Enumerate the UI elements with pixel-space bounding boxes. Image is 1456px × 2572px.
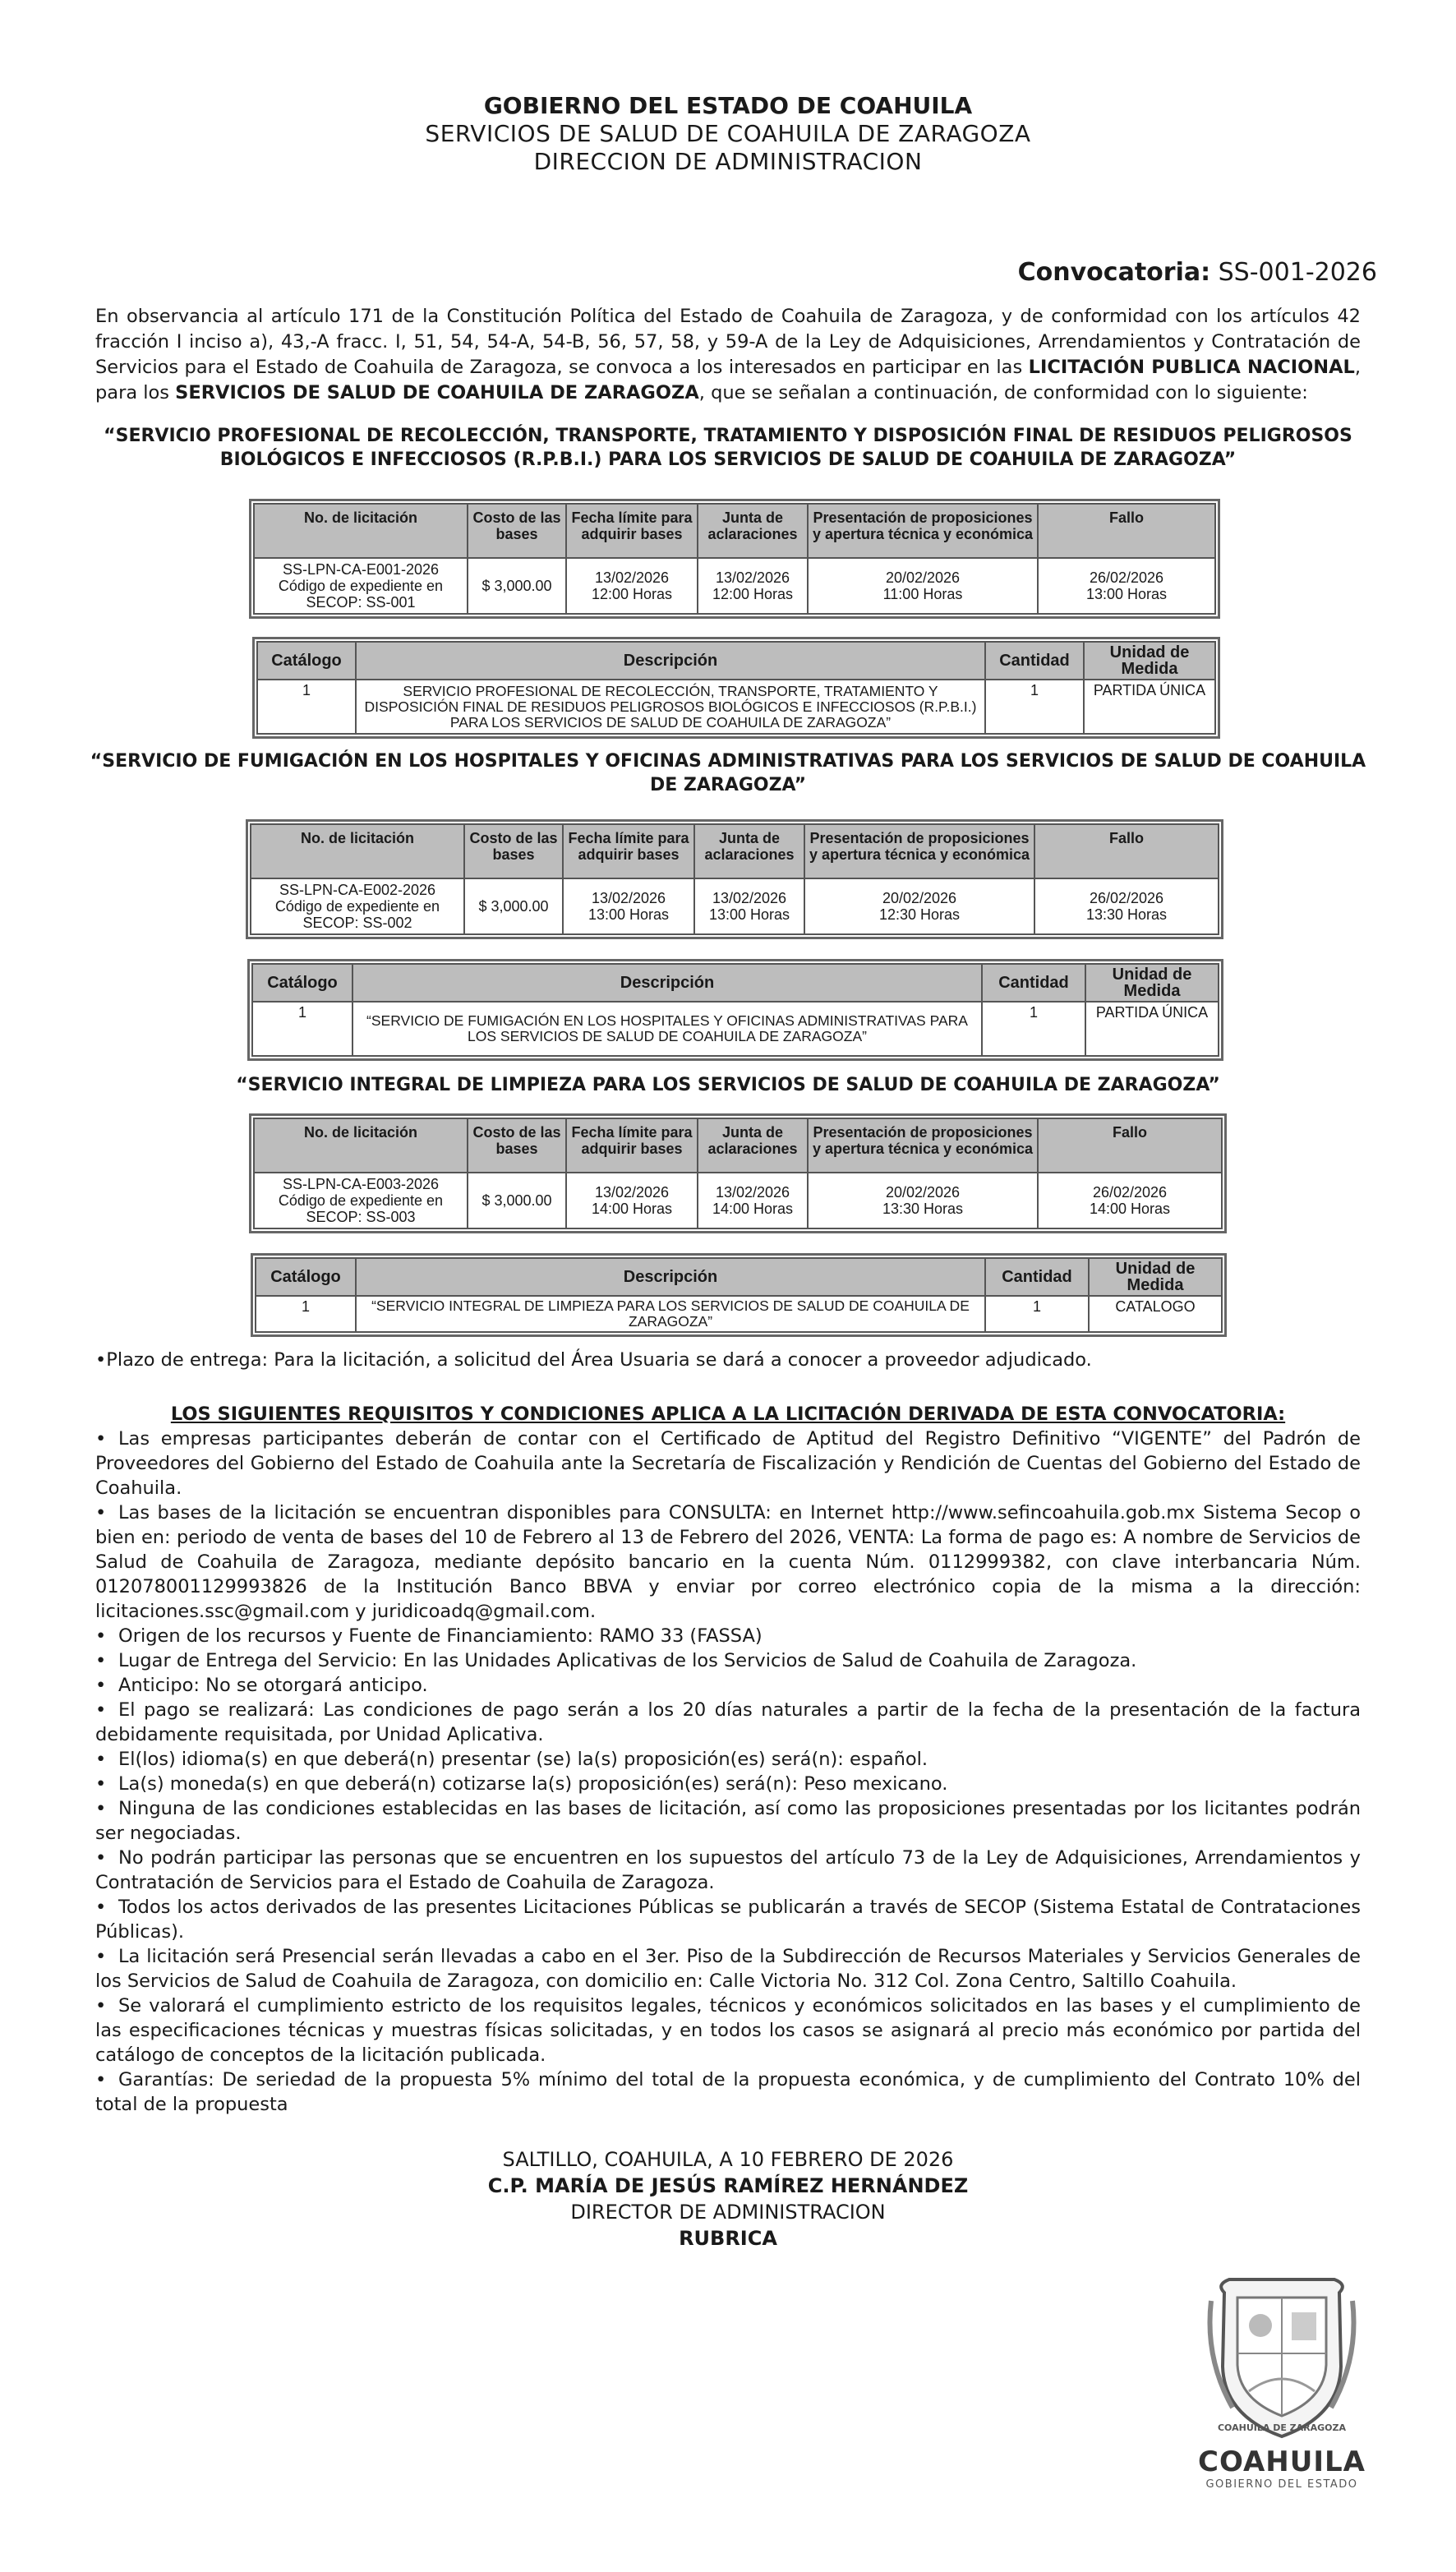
bullet: •: [95, 1847, 107, 1869]
section-3-schedule-table: [253, 1118, 1223, 1229]
requirement-item: [95, 2067, 1361, 2117]
intro-paragraph: [95, 304, 1361, 406]
th-cantidad: Cantidad: [985, 1258, 1089, 1296]
convocatoria-number: [1018, 258, 1377, 288]
section-3-title: “SERVICIO INTEGRAL DE LIMPIEZA PARA LOS SERVICIOS DE SALUD DE COAHUILA DE ZARAGOZA”: [236, 1075, 1220, 1095]
th-costo: Costo de las bases: [464, 824, 563, 878]
table-row: [256, 1296, 1222, 1332]
pres-time: 12:30 Horas: [878, 906, 961, 923]
cell-catalogo: 1: [256, 1296, 356, 1332]
cell-descripcion: “SERVICIO DE FUMIGACIÓN EN LOS HOSPITALES Y OFICINAS ADMINISTRATIVAS PARA LOS SERVICIOS DE SALUD DE COAHUILA DE ZARAGOZA”: [352, 1002, 982, 1056]
expediente-secop: SECOP: SS-001: [306, 594, 416, 611]
logo-name: COAHUILA: [1198, 2445, 1366, 2478]
bullet: •: [95, 1650, 107, 1671]
table-row: [254, 558, 1215, 614]
cell-costo: $ 3,000.00: [468, 1173, 566, 1228]
no-licitacion: SS-LPN-CA-E003-2026: [282, 1176, 440, 1192]
cell-presentacion: [808, 1173, 1038, 1228]
intro-bold-2: SERVICIOS DE SALUD DE COAHUILA DE ZARAGOZA: [175, 382, 699, 403]
bullet: •: [95, 1798, 107, 1819]
requirement-text: Anticipo: No se otorgará anticipo.: [118, 1675, 428, 1696]
no-licitacion: SS-LPN-CA-E001-2026: [282, 561, 440, 578]
convocatoria-label: Convocatoria:: [1017, 258, 1211, 287]
bullet: •: [95, 1897, 107, 1918]
requirement-text: El(los) idioma(s) en que deberá(n) presentar (se) la(s) proposición(es) será(n): español.: [118, 1749, 928, 1770]
pres-time: 11:00 Horas: [882, 586, 963, 602]
th-unidad: Unidad de Medida: [1084, 642, 1215, 680]
plazo-text: Plazo de entrega: Para la licitación, a solicitud del Área Usuaria se dará a conocer a proveedor adjudicado.: [106, 1349, 1092, 1371]
th-catalogo: Catálogo: [257, 642, 356, 680]
document-header: [0, 92, 1456, 176]
signature-name: C.P. MARÍA DE JESÚS RAMÍREZ HERNÁNDEZ: [487, 2174, 969, 2197]
th-fecha: Fecha límite para adquirir bases: [566, 1118, 698, 1173]
requirement-text: Garantías: De seriedad de la propuesta 5% mínimo del total de la propuesta económica, y de cumplimiento del Contrato 10% del total de la propuesta: [95, 2069, 1361, 2115]
expediente-secop: SECOP: SS-002: [302, 915, 412, 931]
cell-unidad: CATALOGO: [1089, 1296, 1222, 1332]
table-row: [252, 1002, 1219, 1056]
th-unidad: Unidad de Medida: [1085, 964, 1219, 1002]
th-junta: Junta de aclaraciones: [698, 1118, 808, 1173]
requirement-item: [95, 1648, 1361, 1673]
fecha-date: 13/02/2026: [594, 1184, 670, 1201]
pres-date: 20/02/2026: [885, 569, 961, 586]
section-2-title: “SERVICIO DE FUMIGACIÓN EN LOS HOSPITALES Y OFICINAS ADMINISTRATIVAS PARA LOS SERVICIOS DE SALUD DE COAHUILA DE ZARAGOZA”: [90, 751, 1366, 795]
intro-text-3: , que se señalan a continuación, de conformidad con lo siguiente:: [698, 382, 1308, 403]
th-unidad: Unidad de Medida: [1089, 1258, 1222, 1296]
cell-costo: $ 3,000.00: [468, 558, 566, 614]
junta-date: 13/02/2026: [715, 569, 790, 586]
requirement-item: [95, 1796, 1361, 1846]
cell-fecha: [566, 1173, 698, 1228]
pres-date: 20/02/2026: [885, 1184, 961, 1201]
header-administration: DIRECCION DE ADMINISTRACION: [533, 148, 923, 175]
junta-time: 14:00 Horas: [712, 1201, 794, 1217]
junta-time: 12:00 Horas: [712, 586, 794, 602]
cell-unidad: PARTIDA ÚNICA: [1084, 680, 1215, 734]
fallo-date: 26/02/2026: [1089, 890, 1164, 906]
th-cantidad: Cantidad: [985, 642, 1084, 680]
th-junta: Junta de aclaraciones: [698, 504, 808, 558]
cell-catalogo: 1: [257, 680, 356, 734]
fecha-date: 13/02/2026: [591, 890, 666, 906]
fallo-time: 13:00 Horas: [1085, 586, 1168, 602]
expediente-label: Código de expediente en: [278, 1192, 444, 1209]
pres-date: 20/02/2026: [882, 890, 957, 906]
bullet: •: [95, 1699, 107, 1721]
cell-fallo: [1038, 558, 1215, 614]
cell-junta: [698, 558, 808, 614]
th-descripcion: Descripción: [356, 642, 985, 680]
fallo-time: 14:00 Horas: [1089, 1201, 1171, 1217]
fecha-time: 14:00 Horas: [591, 1201, 673, 1217]
th-junta: Junta de aclaraciones: [694, 824, 804, 878]
table-row: [254, 1173, 1222, 1228]
plazo-entrega: [95, 1348, 1092, 1372]
requirement-item: [95, 1500, 1361, 1624]
bullet: •: [95, 1428, 107, 1450]
cell-fecha: [566, 558, 698, 614]
section-2-schedule-table: [250, 823, 1219, 935]
cell-no: [254, 558, 468, 614]
th-no: No. de licitación: [254, 504, 468, 558]
coat-of-arms-icon: [1200, 2268, 1364, 2441]
cell-junta: [694, 878, 804, 934]
th-fallo: Fallo: [1034, 824, 1219, 878]
th-costo: Costo de las bases: [468, 504, 566, 558]
bullet: •: [95, 1773, 107, 1795]
convocatoria-id: SS-001-2026: [1218, 258, 1377, 287]
logo-subtitle: GOBIERNO DEL ESTADO: [1205, 2478, 1358, 2491]
pres-time: 13:30 Horas: [882, 1201, 964, 1217]
fecha-date: 13/02/2026: [594, 569, 670, 586]
th-no: No. de licitación: [251, 824, 464, 878]
requirement-text: El pago se realizará: Las condiciones de pago serán a los 20 días naturales a partir de la fecha de la presentación de la factura debidamente requisitada, por Unidad Aplicativa.: [95, 1699, 1361, 1745]
bullet: •: [95, 1625, 107, 1647]
fallo-date: 26/02/2026: [1089, 569, 1164, 586]
section-1-title: “SERVICIO PROFESIONAL DE RECOLECCIÓN, TRANSPORTE, TRATAMIENTO Y DISPOSICIÓN FINAL DE RESIDUOS PELIGROSOS BIOLÓGICOS E INFECCIOSOS (R.P.B.I.) PARA LOS SERVICIOS DE SALUD DE COAHUILA DE ZARAGOZA”: [104, 426, 1352, 470]
requirement-text: Las empresas participantes deberán de contar con el Certificado de Aptitud del Registro Definitivo “VIGENTE” del Padrón de Proveedores del Gobierno del Estado de Coahuila ante la Secretaría de Fiscalización y Rendición de Cuentas del Gobierno del Estado de Coahuila.: [95, 1428, 1361, 1499]
requirement-item: [95, 1698, 1361, 1747]
requirement-item: [95, 1846, 1361, 1895]
th-fallo: Fallo: [1038, 1118, 1222, 1173]
cell-descripcion: SERVICIO PROFESIONAL DE RECOLECCIÓN, TRANSPORTE, TRATAMIENTO Y DISPOSICIÓN FINAL DE RESIDUOS PELIGROSOS BIOLÓGICOS E INFECCIOSOS (R.P.B.I.) PARA LOS SERVICIOS DE SALUD DE COAHUILA DE ZARAGOZA”: [356, 680, 985, 734]
requirements-list: [95, 1427, 1361, 2117]
section-3-catalog-table: [255, 1257, 1223, 1333]
requirement-item: [95, 1673, 1361, 1698]
th-costo: Costo de las bases: [468, 1118, 566, 1173]
signature-position: DIRECTOR DE ADMINISTRACION: [570, 2201, 886, 2224]
header-health-services: SERVICIOS DE SALUD DE COAHUILA DE ZARAGOZA: [425, 120, 1031, 147]
cell-descripcion: “SERVICIO INTEGRAL DE LIMPIEZA PARA LOS SERVICIOS DE SALUD DE COAHUILA DE ZARAGOZA”: [356, 1296, 985, 1332]
signature-place-date: SALTILLO, COAHUILA, A 10 FEBRERO DE 2026: [502, 2148, 954, 2171]
section-2-catalog-table: [251, 963, 1219, 1057]
cell-presentacion: [808, 558, 1038, 614]
intro-text-1: En observancia al artículo 171 de la Constitución Política del Estado de Coahuila de Zaragoza, y de conformidad con los artículos 42 fracción I inciso a), 43,-A fracc. I, 51, 54, 54-A, 54-B, 56, 57, 58, y 59-A de la Ley de Adquisiciones, Arrendamientos y Contratación de Servicios para el Estado de Coahuila de Zaragoza, se convoca a los interesados en participar en las: [95, 306, 1361, 378]
th-catalogo: Catálogo: [252, 964, 352, 1002]
requirement-text: Las bases de la licitación se encuentran disponibles para CONSULTA: en Internet http://www.sefincoahuila.gob.mx Sistema Secop o bien en: periodo de venta de bases del 10 de Febrero al 13 de Febrero del 2026, VENTA: La forma de pago es: A nombre de Servicios de Salud de Coahuila de Zaragoza, mediante depósito bancario en la cuenta Núm. 0112999382, con clave interbancaria Núm. 012078001129993826 de la Institución Banco BBVA y enviar por correo electrónico copia de la misma a la dirección: licitaciones.ssc@gmail.com y juridicoadq@gmail.com.: [95, 1502, 1361, 1622]
cell-no: [254, 1173, 468, 1228]
signature-block: [0, 2146, 1456, 2252]
requirement-item: [95, 1624, 1361, 1648]
expediente-secop: SECOP: SS-003: [306, 1209, 416, 1225]
requirement-item: [95, 1747, 1361, 1772]
cell-no: [251, 878, 464, 934]
th-no: No. de licitación: [254, 1118, 468, 1173]
cell-cantidad: 1: [982, 1002, 1085, 1056]
requirement-text: No podrán participar las personas que se encuentren en los supuestos del artículo 73 de la Ley de Adquisiciones, Arrendamientos y Contratación de Servicios para el Estado de Coahuila de Zaragoza.: [95, 1847, 1361, 1893]
requirement-text: Se valorará el cumplimiento estricto de los requisitos legales, técnicos y económicos solicitados en las bases y el cumplimiento de las especificaciones técnicas y muestras físicas solicitadas, y en todos los casos se asignará al precio más económico por partida del catálogo de conceptos de la licitación publicada.: [95, 1995, 1361, 2066]
requirement-item: [95, 1427, 1361, 1500]
section-1-schedule-table: [253, 503, 1216, 615]
bullet: •: [95, 1749, 107, 1770]
requirement-text: La licitación será Presencial serán llevadas a cabo en el 3er. Piso de la Subdirección de Recursos Materiales y Servicios Generales de los Servicios de Salud de Coahuila de Zaragoza, con domicilio en: Calle Victoria No. 312 Col. Zona Centro, Saltillo Coahuila.: [95, 1946, 1361, 1992]
requirements-title: LOS SIGUIENTES REQUISITOS Y CONDICIONES APLICA A LA LICITACIÓN DERIVADA DE ESTA CONVOCATORIA:: [170, 1404, 1286, 1425]
cell-presentacion: [804, 878, 1034, 934]
bullet: •: [95, 1502, 107, 1523]
th-fecha: Fecha límite para adquirir bases: [566, 504, 698, 558]
requirement-item: [95, 1772, 1361, 1796]
table-row: [257, 680, 1215, 734]
cell-costo: $ 3,000.00: [464, 878, 563, 934]
fecha-time: 13:00 Horas: [587, 906, 670, 923]
th-presentacion: Presentación de proposiciones y apertura técnica y económica: [808, 504, 1038, 558]
requirement-text: Todos los actos derivados de las presentes Licitaciones Públicas se publicarán a través de SECOP (Sistema Estatal de Contrataciones Públicas).: [95, 1897, 1361, 1943]
th-descripcion: Descripción: [352, 964, 982, 1002]
requirement-item: [95, 1895, 1361, 1944]
bullet: •: [95, 1675, 107, 1696]
fallo-time: 13:30 Horas: [1085, 906, 1168, 923]
section-1-catalog-table: [256, 641, 1216, 735]
cell-catalogo: 1: [252, 1002, 352, 1056]
th-fallo: Fallo: [1038, 504, 1215, 558]
intro-bold-1: LICITACIÓN PUBLICA NACIONAL: [1028, 357, 1355, 378]
requirement-text: Lugar de Entrega del Servicio: En las Unidades Aplicativas de los Servicios de Salud de Coahuila de Zaragoza.: [118, 1650, 1137, 1671]
th-presentacion: Presentación de proposiciones y apertura técnica y económica: [804, 824, 1034, 878]
junta-date: 13/02/2026: [712, 890, 787, 906]
th-fecha: Fecha límite para adquirir bases: [563, 824, 694, 878]
requirement-item: [95, 1944, 1361, 1994]
th-cantidad: Cantidad: [982, 964, 1085, 1002]
header-government: GOBIERNO DEL ESTADO DE COAHUILA: [483, 92, 973, 119]
bullet: •: [95, 1349, 107, 1371]
bullet: •: [95, 2069, 107, 2090]
requirement-text: La(s) moneda(s) en que deberá(n) cotizarse la(s) proposición(es) será(n): Peso mexicano.: [118, 1773, 948, 1795]
cell-cantidad: 1: [985, 1296, 1089, 1332]
seal-text: COAHUILA DE ZARAGOZA: [1217, 2422, 1347, 2433]
cell-fallo: [1034, 878, 1219, 934]
cell-cantidad: 1: [985, 680, 1084, 734]
junta-date: 13/02/2026: [715, 1184, 790, 1201]
fecha-time: 12:00 Horas: [591, 586, 673, 602]
cell-unidad: PARTIDA ÚNICA: [1085, 1002, 1219, 1056]
expediente-label: Código de expediente en: [274, 898, 440, 915]
no-licitacion: SS-LPN-CA-E002-2026: [279, 882, 436, 898]
th-presentacion: Presentación de proposiciones y apertura técnica y económica: [808, 1118, 1038, 1173]
intro-text-2: , para los: [95, 357, 1362, 403]
requirement-text: Ninguna de las condiciones establecidas en las bases de licitación, así como las proposiciones presentadas por los licitantes podrán ser negociadas.: [95, 1798, 1361, 1844]
th-catalogo: Catálogo: [256, 1258, 356, 1296]
cell-junta: [698, 1173, 808, 1228]
requirement-item: [95, 1994, 1361, 2067]
signature-rubrica: RUBRICA: [679, 2227, 777, 2250]
requirement-text: Origen de los recursos y Fuente de Financiamiento: RAMO 33 (FASSA): [118, 1625, 763, 1647]
bullet: •: [95, 1946, 107, 1967]
bullet: •: [95, 1995, 107, 2017]
cell-fallo: [1038, 1173, 1222, 1228]
th-descripcion: Descripción: [356, 1258, 985, 1296]
junta-time: 13:00 Horas: [708, 906, 790, 923]
fallo-date: 26/02/2026: [1092, 1184, 1168, 1201]
cell-fecha: [563, 878, 694, 934]
expediente-label: Código de expediente en: [278, 578, 444, 594]
table-row: [251, 878, 1219, 934]
coahuila-logo: [1183, 2268, 1380, 2514]
